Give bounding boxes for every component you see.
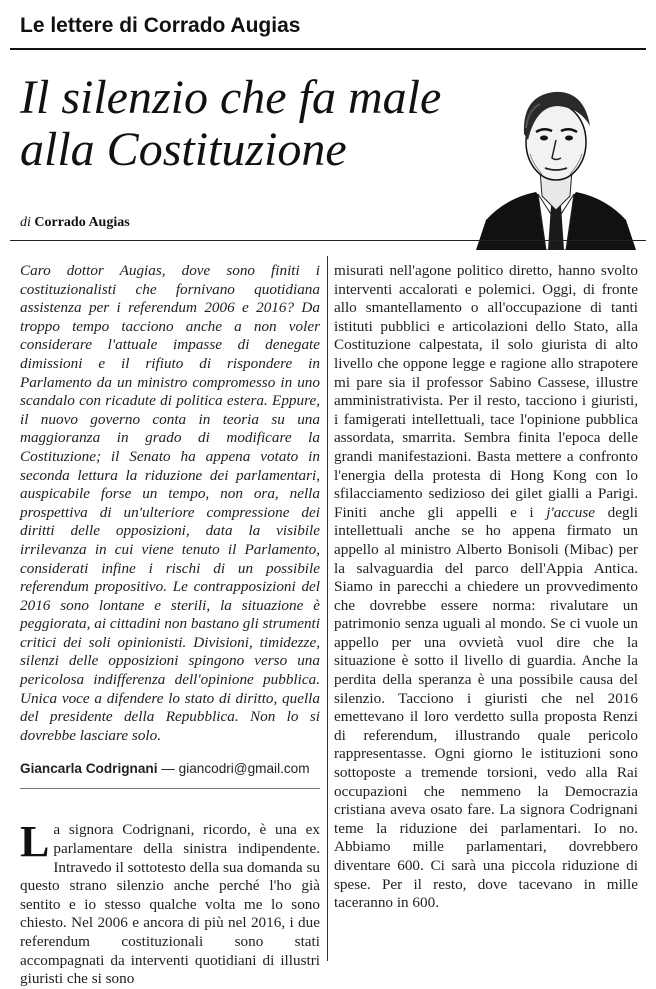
reply-left-text: a signora Codrignani, ricordo, è una ex parlamentare della sinistra indipendente. Intravedo il sottotesto della sua domanda su questo strano silenzio anche perché l'ho già sentito e io stesso qualche volta me lo sono chiesto. Nel 2006 e ancora di più nel 2016, i due referendum costituzionali sono stati accompagnati da interventi quotidiani di illustri giuristi che si sono <box>20 821 320 988</box>
drop-cap: L <box>20 817 50 867</box>
reply-right-text-a: misurati nell'agone politico diretto, hanno svolto interventi accalorati e polemici. Oggi, di fronte allo smantellamento o all'occupazione di tanti istituti pubblici e articolazioni dello Stato, alla Costituzione calpestata, il solo giurista di alto livello che oppone legge e ragione allo strapotere mi pare sia il professor Sabino Cassese, illustre amministrativista. Per il resto, tacciono i giuristi, i famigerati intellettuali, tace l'opinione pubblica assordata, smarrita. Sembra finita l'epoca delle grandi manifestazioni. Basta mettere a confronto l'energia della protesta di Hong Kong con lo sfilacciamento sedizioso dei gilet gialli a Parigi. Finiti anche gli appelli e i <box>334 262 638 521</box>
byline-author: Corrado Augias <box>34 215 130 230</box>
section-label: Le lettere di Corrado Augias <box>20 14 301 37</box>
letter-email: giancodri@gmail.com <box>178 761 310 777</box>
left-column <box>20 262 320 989</box>
letter-author: Giancarla Codrignani <box>20 761 158 777</box>
column-divider <box>327 256 328 961</box>
reply-right-text-b: degli intellettuali anche se ho appena firmato un appello al ministro Alberto Bonisoli (Mibac) per la salvaguardia del parco dell'Appia Antica. Siamo in parecchi a chiedere un provvedimento che dovrebbe essere norma: rivalutare un patrimonio senza uguali al mondo. Se ci vuole un appello per una ovvietà vuol dire che la situazione è sotto il livello di guardia. Anche la perdita della speranza è una possibile causa del silenzio. Tacciono i giuristi che nel 2016 emettevano il loro verdetto sulla proposta Renzi di referendum, illustrando quale pericolo rappresentasse. Ogni giorno le istituzioni sono sottoposte a tremende torsioni, vedo alla Rai occupazioni che nemmeno la Democrazia cristiana aveva osato fare. La signora Codrignani teme la riduzione dei parlamentari. Io no. Abbiamo mille parlamentari, dovrebbero diventare 600. Ci sarà una piccola riduzione di spese. Per il resto, dove tacevano in mille taceranno in 600. <box>334 503 639 912</box>
byline <box>20 215 130 231</box>
byline-prefix: di <box>20 215 31 230</box>
section-rule <box>10 240 646 241</box>
reader-letter: Caro dottor Augias, dove sono finiti i costituzionalisti che fornivano quotidiana assistenza per i referendum 2006 e 2016? Da troppo tempo tacciono anche a non voler considerare l'attuale impasse di denegate dimissioni e il rifiuto di rispondere in Parlamento da un ministro compromesso in uno scandalo con ricadute di politica estera. Eppure, il nuovo governo conta in teoria su una maggioranza in grado di modificare la Costituzione; il Senato ha appena votato in seconda lettura la riduzione dei parlamentari, auspicabile forse un tempo, non ora, nella prospettiva di un'ulteriore compressione dei diritti delle opposizioni, data la visibile irrilevanza in cui viene tenuto il Parlamento, considerati infine i rischi di un possibile referendum propositivo. Le contrapposizioni del 2016 sono lontane e sterili, la situazione è peggiorata, ai cittadini non bastano gli strumenti critici dei soli opinionisti. Divisioni, timidezze, silenzi delle opposizioni spingono verso una pericolosa indifferenza dell'opinione pubblica. Unica voce a difendere lo stato di diritto, quella del presidente della Repubblica. Non lo si dovrebbe lasciare solo. <box>20 262 320 744</box>
letter-signature <box>20 761 320 776</box>
reply-start <box>20 817 320 988</box>
header-rule <box>10 48 646 50</box>
signature-rule <box>20 788 320 789</box>
reply-continuation <box>334 262 638 913</box>
reply-accuse-term: j'accuse <box>546 503 596 521</box>
author-portrait <box>466 70 646 250</box>
right-column <box>334 262 638 913</box>
headline: Il silenzio che fa male alla Costituzione <box>20 71 442 176</box>
signature-dash: — <box>161 761 175 777</box>
